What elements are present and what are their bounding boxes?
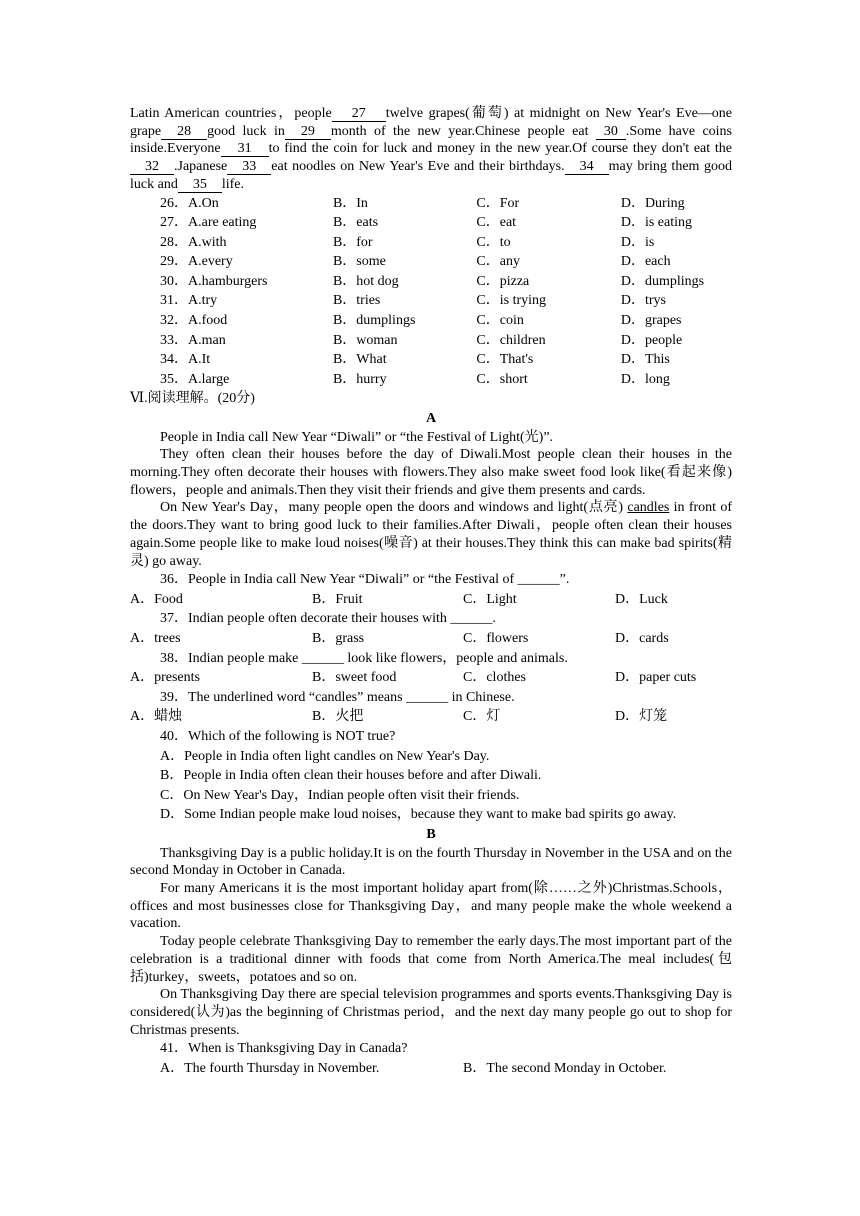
option-row (130, 707, 732, 727)
option-row (130, 590, 732, 610)
option-a: 27．A.are eating (160, 215, 257, 231)
passage-a-heading: A (425, 411, 437, 427)
option-a: A．presents (130, 670, 200, 686)
option-c: C．coin (476, 313, 524, 329)
option-a: A．Food (130, 591, 183, 607)
question-41: 41．When is Thanksgiving Day in Canada? (160, 1041, 408, 1057)
passage-b-paragraph: On Thanksgiving Day there are special television programmes and sports events.Thanksgiving Day is considered(认为)as the beginning of Christmas period，and the next day many people go out to shop for Christmas presents. (130, 987, 732, 1038)
cloze-options (130, 194, 732, 390)
option-a: A．People in India often light candles on New Year's Day. (160, 748, 490, 764)
option-c: C．On New Year's Day，Indian people often visit their friends. (160, 787, 520, 803)
option-b: B．The second Monday in October. (463, 1060, 667, 1076)
option-row (130, 1059, 732, 1079)
cloze-text: to find the coin for luck and money in the new (268, 141, 541, 157)
option-d: D．people (620, 332, 683, 348)
option-c: C．any (476, 254, 520, 270)
option-b: B．What (332, 352, 387, 368)
question-39: 39．The underlined word “candles” means ______ in Chinese. (160, 689, 515, 705)
option-b: B．eats (332, 215, 379, 231)
cloze-text: Eve—one grape (130, 106, 733, 139)
option-a: 28．A.with (160, 234, 227, 250)
passage-a-paragraph: They often clean their houses before the day of Diwali.Most people clean their houses in the morning.They often decorate their houses with flowers.They also make sweet food look like(看起来像) flowers，people and animals.Then they visit their friends and give them presents and cards. (130, 447, 732, 498)
blank-32: 32 (130, 160, 174, 175)
option-d: D．cards (615, 631, 669, 647)
passage-b-paragraph: Thanksgiving Day is a public holiday.It is on the fourth Thursday in November in the USA and on the second Monday in October in Canada. (130, 845, 732, 879)
option-a: A．蜡烛 (130, 709, 183, 725)
option-a: 29．A.every (160, 254, 233, 270)
blank-35: 35 (178, 178, 222, 193)
questions-a (130, 570, 732, 825)
blank-27: 27 (332, 107, 386, 122)
option-a: 34．A.It (160, 352, 211, 368)
option-b: B．火把 (312, 709, 364, 725)
option-row (130, 252, 732, 272)
option-c: C．to (476, 234, 511, 250)
question-36: 36．People in India call New Year “Diwali” or “the Festival of ______”. (160, 572, 570, 588)
option-c: C．flowers (463, 631, 529, 647)
blank-31: 31 (221, 142, 269, 157)
question-40: 40．Which of the following is NOT true? (160, 729, 396, 745)
option-row (130, 370, 732, 390)
option-b: B．woman (332, 332, 398, 348)
option-c: C．short (476, 371, 528, 387)
passage-b-paragraph: Today people celebrate Thanksgiving Day to remember the early days.The most important part of the celebration is a traditional dinner with foods that come from North America.The meal includes(包括)turkey，sweets，potatoes and so on. (130, 934, 732, 985)
option-row (130, 272, 732, 292)
option-c: C．灯 (463, 709, 501, 725)
blank-30: 30 (596, 125, 626, 140)
option-c: C．eat (476, 215, 517, 231)
option-a: 26．A.On (160, 195, 219, 211)
option-row (130, 213, 732, 233)
passage-text: On New Year's Day，many people open the doors and windows and light(点亮) (160, 500, 628, 516)
option-row (130, 668, 732, 688)
option-d: D．long (620, 371, 670, 387)
option-d: D．is (620, 234, 655, 250)
option-row (130, 194, 732, 214)
option-a: 35．A.large (160, 371, 230, 387)
blank-29: 29 (285, 125, 331, 140)
blank-28: 28 (161, 125, 207, 140)
option-d: D．each (620, 254, 671, 270)
cloze-text: month of the new year.Chinese people eat (330, 123, 589, 139)
option-b: B．sweet food (312, 670, 397, 686)
option-a: 30．A.hamburgers (160, 273, 268, 289)
option-d: D．灯笼 (615, 709, 668, 725)
option-d: D．trys (620, 293, 666, 309)
passage-b-heading: B (426, 826, 436, 842)
option-a: 31．A.try (160, 293, 218, 309)
option-c: C．For (476, 195, 520, 211)
cloze-text: life. (221, 176, 244, 192)
option-a: 32．A.food (160, 313, 228, 329)
passage-b-paragraph: For many Americans it is the most important holiday apart from(除……之外)Christmas.Schools，offices and most businesses close for Thanksgiving Day，and many people make the whole weekend a vacation. (130, 880, 732, 932)
option-a: 33．A.man (160, 332, 226, 348)
cloze-text: may bring them good luck and (130, 159, 732, 192)
option-b: B．People in India often clean their houses before and after Diwali. (160, 768, 542, 784)
cloze-text: .Some have coins inside.Everyone (130, 123, 733, 157)
cloze-passage (130, 105, 732, 194)
option-b: B．Fruit (312, 591, 363, 607)
cloze-text: .Japanese (174, 159, 228, 175)
option-d: D．grapes (620, 313, 682, 329)
option-d: D．is eating (620, 215, 692, 231)
option-b: B．dumplings (332, 313, 416, 329)
option-c: C．Light (463, 591, 517, 607)
option-b: B．In (332, 195, 368, 211)
cloze-text: their birthdays. (478, 159, 565, 175)
option-c: C．is trying (476, 293, 547, 309)
blank-33: 33 (227, 160, 271, 175)
option-d: D．dumplings (620, 273, 705, 289)
option-b: B．tries (332, 293, 381, 309)
question-37: 37．Indian people often decorate their houses with ______. (160, 611, 496, 627)
section-title: Ⅵ.阅读理解。(20分) (130, 391, 255, 407)
cloze-text: year.Of course they don't eat the (545, 141, 732, 157)
option-d: D．This (620, 352, 670, 368)
option-row (130, 350, 732, 370)
option-row (130, 331, 732, 351)
option-d: D．Luck (615, 591, 668, 607)
option-c: C．clothes (463, 670, 526, 686)
option-row (130, 291, 732, 311)
cloze-text: eat noodles on New Year's Eve and (271, 159, 475, 175)
passage-a-paragraph: People in India call New Year “Diwali” or “the Festival of Light(光)”. (160, 429, 554, 445)
option-c: C．That's (476, 352, 534, 368)
option-c: C．pizza (476, 273, 530, 289)
cloze-text: good luck in (207, 123, 285, 139)
option-d: D．During (620, 195, 685, 211)
question-38: 38．Indian people make ______ look like flowers，people and animals. (160, 650, 568, 666)
option-d: D．Some Indian people make loud noises，because they want to make bad spirits go away. (160, 807, 677, 823)
blank-34: 34 (565, 160, 609, 175)
underlined-word-candles: candles (627, 500, 670, 516)
option-row (130, 629, 732, 649)
cloze-text: Latin American countries，people (130, 106, 332, 121)
option-d: D．paper cuts (615, 670, 697, 686)
passage-text: in front of the doors.They want to bring good luck to their families.After Diwali，people often clean their houses again.Some people like to make loud noises(噪音) at their houses.They think this can make bad spirits(精灵) go away. (130, 500, 732, 569)
option-row (130, 233, 732, 253)
passage-a-paragraph (130, 499, 732, 570)
option-a: A．The fourth Thursday in November. (160, 1060, 380, 1076)
cloze-text: twelve grapes(葡萄) at midnight on New Year's (385, 106, 671, 121)
option-b: B．grass (312, 631, 365, 647)
option-row (130, 311, 732, 331)
option-b: B．some (332, 254, 386, 270)
option-b: B．for (332, 234, 373, 250)
worksheet-page (130, 105, 732, 1079)
option-b: B．hurry (332, 371, 387, 387)
option-b: B．hot dog (332, 273, 399, 289)
option-c: C．children (476, 332, 546, 348)
option-a: A．trees (130, 631, 181, 647)
